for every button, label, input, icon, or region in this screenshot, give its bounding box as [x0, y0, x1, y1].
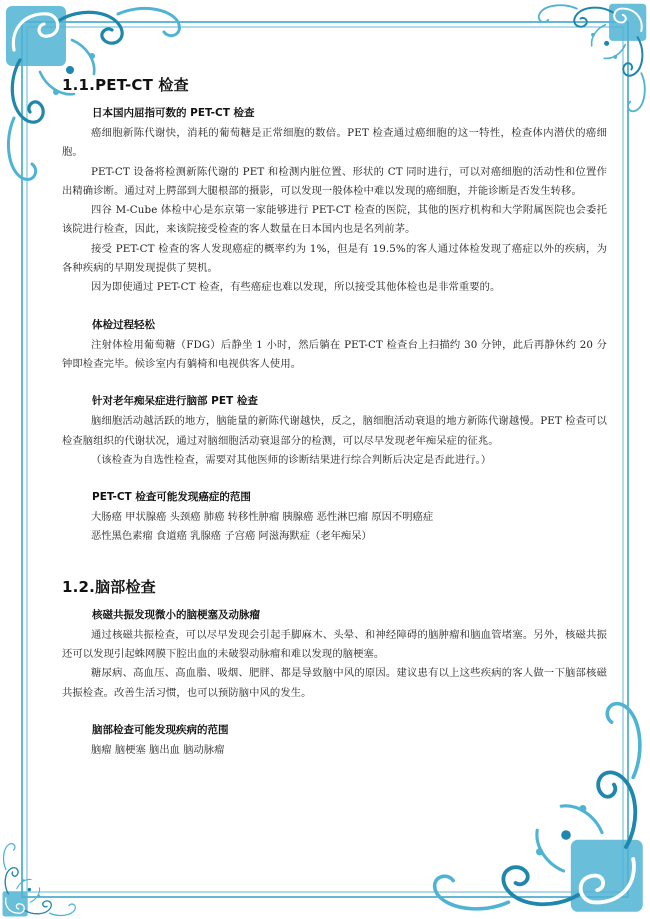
list-item: 脑瘤 脑梗塞 脑出血 脑动脉瘤 [91, 743, 225, 756]
subheading-brain-range: 脑部检查可能发现疾病的范围 [92, 723, 229, 736]
paragraph: 通过核磁共振检查，可以尽早发现会引起手脚麻木、头晕、和神经障碍的脑肿瘤和脑血管堵塞。另外，核磁共振还可以发现引起蛛网膜下腔出血的未破裂动脉瘤和难以发现的脑梗塞。 [62, 628, 607, 661]
list-item: 大肠癌 甲状腺癌 头颈癌 肺癌 转移性肿瘤 胰腺癌 恶性淋巴瘤 原因不明癌症 [91, 511, 434, 524]
subheading-mri: 核磁共振发现微小的脑梗塞及动脉瘤 [92, 608, 260, 621]
corner-ornament-bottom-left [3, 844, 76, 917]
subheading-dementia-pet: 针对老年痴呆症进行脑部 PET 检查 [92, 395, 258, 408]
document-body [62, 74, 607, 760]
subheading-cancer-range: PET-CT 检查可能发现癌症的范围 [92, 491, 251, 504]
paragraph: （该检查为自选性检查，需要对其他医师的诊断结果进行综合判断后决定是否此进行。） [91, 453, 492, 466]
paragraph: PET-CT 设备将检测新陈代谢的 PET 和检测内脏位置、形状的 CT 同时进行，可以对癌细胞的活动性和位置作出精确诊断。通过对上腭部到大腿根部的摄影，可以发现一般体检中难以发现的癌细胞，并能诊断是否发生转移。 [62, 165, 607, 197]
subheading-easy-process: 体检过程轻松 [92, 318, 155, 331]
paragraph: 注射体检用葡萄糖（FDG）后静坐 1 小时，然后躺在 PET-CT 检查台上扫描约 30 分钟，此后再静休约 20 分钟即检查完毕。候诊室内有躺椅和电视供客人使用。 [62, 338, 607, 370]
paragraph: 四谷 M-Cube 体检中心是东京第一家能够进行 PET-CT 检查的医院，其他的医疗机构和大学附属医院也会委托该院进行检查，因此，来该院接受检查的客人数量在日本国内也是名列前茅。 [62, 204, 607, 236]
section-title-brain: 1.2.脑部检查 [62, 577, 156, 596]
paragraph: 接受 PET-CT 检查的客人发现癌症的概率约为 1%，但是有 19.5%的客人通过体检发现了癌症以外的疾病，为各种疾病的早期发现提供了契机。 [62, 242, 607, 275]
list-item: 恶性黑色素瘤 食道癌 乳腺癌 子宫癌 阿滋海默症（老年痴呆） [91, 530, 372, 543]
paragraph: 脑细胞活动越活跃的地方，脑能量的新陈代谢越快，反之，脑细胞活动衰退的地方新陈代谢越慢。PET 检查可以检查脑组织的代谢状况，通过对脑细胞活动衰退部分的检测，可以尽早发现老年痴呆症的征兆。 [62, 415, 607, 447]
section-title-pet-ct: 1.1.PET-CT 检查 [62, 76, 189, 94]
paragraph: 因为即使通过 PET-CT 检查，有些癌症也难以发现，所以接受其他体检也是非常重要的。 [91, 281, 501, 294]
paragraph: 癌细胞新陈代谢快，消耗的葡萄糖是正常细胞的数倍。PET 检查通过癌细胞的这一特性，检查体内潜伏的癌细胞。 [62, 127, 607, 159]
paragraph: 糖尿病、高血压、高血脂、吸烟、肥胖、都是导致脑中风的原因。建议患有以上这些疾病的客人做一下脑部核磁共振检查。改善生活习惯，也可以预防脑中风的发生。 [62, 667, 607, 699]
subheading-pet-ct-intro: 日本国内屈指可数的 PET-CT 检查 [92, 107, 255, 119]
